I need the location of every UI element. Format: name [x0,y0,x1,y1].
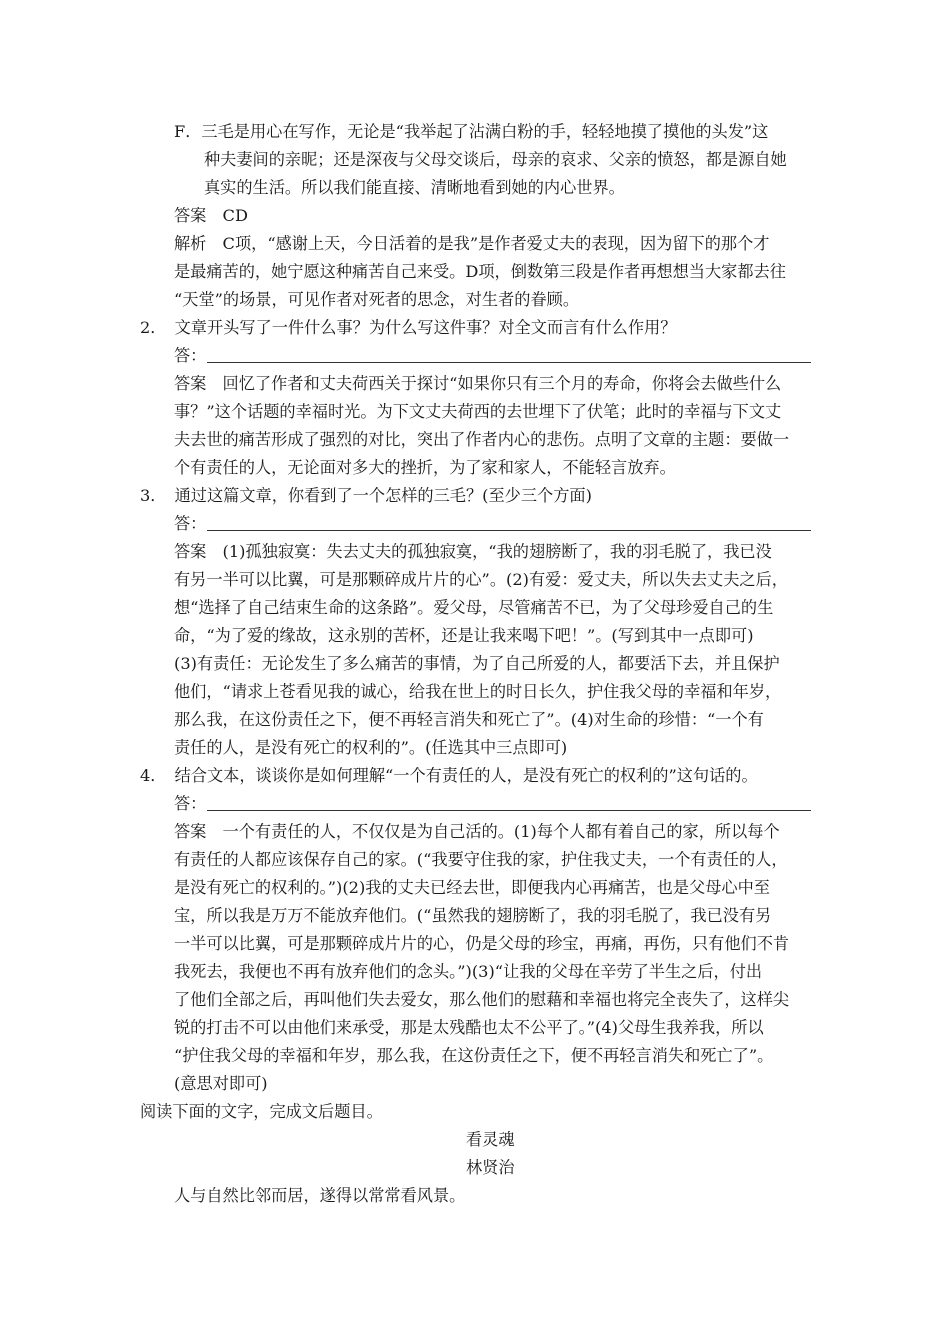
option-f-line-1: F．三毛是用心在写作，无论是“我举起了沾满白粉的手，轻轻地摸了摸他的头发”这 [174,122,769,141]
option-f-line-2: 种夫妻间的亲昵；还是深夜与父母交谈后，母亲的哀求、父亲的愤怒，都是源自她 [204,150,787,169]
option-f-line-3: 真实的生活。所以我们能直接、清晰地看到她的内心世界。 [204,178,625,197]
answer-q3-line-3: 想“选择了自己结束生命的这条路”。爱父母，尽管痛苦不已，为了父母珍爱自己的生 [174,598,774,617]
article-author: 林贤治 [466,1158,515,1177]
reading-instruction: 阅读下面的文字，完成文后题目。 [140,1102,383,1121]
answer-q3-line-7: 那么我，在这份责任之下，便不再轻言消失和死亡了”。(4)对生命的珍惜：“一个有 [174,710,764,729]
answer-q4-line-2: 有责任的人都应该保存自己的家。(“我要守住我的家，护住我丈夫，一个有责任的人， [174,850,788,869]
article-title: 看灵魂 [466,1130,515,1149]
question-2: 2． 文章开头写了一件什么事？为什么写这件事？对全文而言有什么作用？ [140,318,677,337]
analysis-line-2: 是最痛苦的，她宁愿这种痛苦自己来受。D项，倒数第三段是作者再想想当大家都去往 [174,262,786,281]
answer-q4-line-5: 一半可以比翼，可是那颗碎成片片的心，仍是父母的珍宝，再痛，再伤，只有他们不肯 [174,934,790,953]
answer-q4-line-3: 是没有死亡的权利的。”)(2)我的丈夫已经去世，即便我内心再痛苦，也是父母心中至 [174,878,770,897]
answer-q4-line-8: 锐的打击不可以由他们来承受，那是太残酷也太不公平了。”(4)父母生我养我，所以 [174,1018,764,1037]
analysis-line-1: 解析 C项，“感谢上天，今日活着的是我”是作者爱丈夫的表现，因为留下的那个才 [174,234,770,253]
answer-line-q4[interactable] [207,810,811,811]
article-paragraph-1: 人与自然比邻而居，遂得以常常看风景。 [174,1186,466,1205]
answer-q3-line-1: 答案 (1)孤独寂寞：失去丈夫的孤独寂寞，“我的翅膀断了，我的羽毛脱了，我已没 [174,542,772,561]
answer-line-q2[interactable] [207,362,811,363]
answer-q2-line-2: 事？”这个话题的幸福时光。为下文丈夫荷西的去世埋下了伏笔；此时的幸福与下文丈 [174,402,782,421]
answer-label-q3: 答： [174,514,207,533]
answer-q4-line-4: 宝，所以我是万万不能放弃他们。(“虽然我的翅膀断了，我的羽毛脱了，我已没有另 [174,906,772,925]
answer-q3-line-5: (3)有责任：无论发生了多么痛苦的事情，为了自己所爱的人，都要活下去，并且保护 [174,654,780,673]
answer-q3-line-8: 责任的人，是没有死亡的权利的”。(任选其中三点即可) [174,738,568,757]
answer-q1: 答案 CD [174,206,248,225]
answer-q4-line-6: 我死去，我便也不再有放弃他们的念头。”)(3)“让我的父母在辛劳了半生之后，付出 [174,962,763,981]
answer-q3-line-6: 他们，“请求上苍看见我的诚心，给我在世上的时日长久，护住我父母的幸福和年岁， [174,682,782,701]
question-3: 3． 通过这篇文章，你看到了一个怎样的三毛？(至少三个方面) [140,486,592,505]
answer-q3-line-2: 有另一半可以比翼，可是那颗碎成片片的心”。(2)有爱：爱丈夫，所以失去丈夫之后， [174,570,788,589]
answer-q3-line-4: 命，“为了爱的缘故，这永别的苦杯，还是让我来喝下吧！”。(写到其中一点即可) [174,626,754,645]
answer-q4-line-1: 答案 一个有责任的人，不仅仅是为自己活的。(1)每个人都有着自己的家，所以每个 [174,822,780,841]
answer-q2-line-3: 夫去世的痛苦形成了强烈的对比，突出了作者内心的悲伤。点明了文章的主题：要做一 [174,430,790,449]
answer-label-q2: 答： [174,346,207,365]
answer-q2-line-1: 答案 回忆了作者和丈夫荷西关于探讨“如果你只有三个月的寿命，你将会去做些什么 [174,374,782,393]
answer-q2-line-4: 个有责任的人，无论面对多大的挫折，为了家和家人，不能轻言放弃。 [174,458,676,477]
answer-q4-line-7: 了他们全部之后，再叫他们失去爱女，那么他们的慰藉和幸福也将完全丧失了，这样尖 [174,990,790,1009]
answer-q4-line-9: “护住我父母的幸福和年岁，那么我，在这份责任之下，便不再轻言消失和死亡了”。 [174,1046,774,1065]
analysis-line-3: “天堂”的场景，可见作者对死者的思念，对生者的眷顾。 [174,290,580,309]
answer-line-q3[interactable] [207,530,811,531]
answer-q4-line-10: (意思对即可) [174,1074,268,1093]
answer-label-q4: 答： [174,794,207,813]
question-4: 4． 结合文本，谈谈你是如何理解“一个有责任的人，是没有死亡的权利的”这句话的。 [140,766,758,785]
